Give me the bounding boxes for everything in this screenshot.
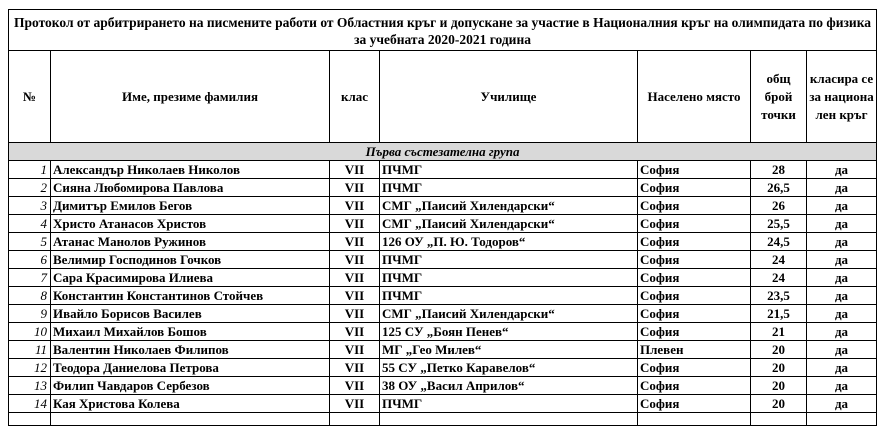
row-number: 12: [9, 359, 51, 377]
group-row: [9, 143, 877, 161]
results-table: [8, 9, 877, 426]
student-name: Филип Чавдаров Сербезов: [51, 377, 330, 395]
qualified-status: да: [807, 287, 877, 305]
total-points: 24,5: [751, 233, 807, 251]
qualified-status: да: [807, 233, 877, 251]
qualified-status: да: [807, 179, 877, 197]
row-number: 13: [9, 377, 51, 395]
total-points: 24: [751, 269, 807, 287]
qualified-status: да: [807, 323, 877, 341]
student-grade: VII: [330, 287, 380, 305]
total-points: 21: [751, 323, 807, 341]
group-label: Първа състезателна група: [9, 143, 877, 161]
qualified-status: да: [807, 269, 877, 287]
total-points: 20: [751, 395, 807, 413]
table-row: [9, 179, 877, 197]
row-number: 11: [9, 341, 51, 359]
school-name: ПЧМГ: [380, 179, 638, 197]
student-grade: VII: [330, 233, 380, 251]
student-grade: VII: [330, 269, 380, 287]
student-name: Сияна Любомирова Павлова: [51, 179, 330, 197]
town-name: София: [638, 215, 751, 233]
town-name: София: [638, 287, 751, 305]
protocol-title: Протокол от арбитрирането на писмените работи от Областния кръг и допускане за участие в Националния кръг на олимпидата по физика за учебната 2020-2021 година: [9, 10, 877, 51]
table-row: [9, 341, 877, 359]
town-name: София: [638, 359, 751, 377]
qualified-status: да: [807, 215, 877, 233]
row-number: 2: [9, 179, 51, 197]
student-grade: VII: [330, 251, 380, 269]
student-name: Атанас Манолов Ружинов: [51, 233, 330, 251]
total-points: 23,5: [751, 287, 807, 305]
school-name: МГ „Гео Милев“: [380, 341, 638, 359]
school-name: СМГ „Паисий Хилендарски“: [380, 197, 638, 215]
partial-cell: [9, 413, 51, 426]
student-grade: VII: [330, 395, 380, 413]
qualified-status: да: [807, 161, 877, 179]
school-name: 55 СУ „Петко Каравелов“: [380, 359, 638, 377]
qualified-status: да: [807, 197, 877, 215]
qualified-status: да: [807, 359, 877, 377]
student-name: Христо Атанасов Христов: [51, 215, 330, 233]
town-name: София: [638, 323, 751, 341]
student-name: Александър Николаев Николов: [51, 161, 330, 179]
student-grade: VII: [330, 305, 380, 323]
student-name: Ивайло Борисов Василев: [51, 305, 330, 323]
total-points: 28: [751, 161, 807, 179]
student-grade: VII: [330, 215, 380, 233]
partial-cell: [807, 413, 877, 426]
table-row: [9, 323, 877, 341]
table-row-partial: [9, 413, 877, 426]
student-name: Константин Константинов Стойчев: [51, 287, 330, 305]
row-number: 7: [9, 269, 51, 287]
total-points: 20: [751, 341, 807, 359]
header-town: Населено място: [638, 51, 751, 143]
total-points: 25,5: [751, 215, 807, 233]
student-grade: VII: [330, 179, 380, 197]
partial-cell: [330, 413, 380, 426]
total-points: 20: [751, 377, 807, 395]
header-points: общ брой точки: [751, 51, 807, 143]
total-points: 24: [751, 251, 807, 269]
student-name: Кая Христова Колева: [51, 395, 330, 413]
school-name: ПЧМГ: [380, 161, 638, 179]
town-name: София: [638, 269, 751, 287]
total-points: 21,5: [751, 305, 807, 323]
table-row: [9, 161, 877, 179]
header-qualified: класира се за национален кръг: [807, 51, 877, 143]
school-name: ПЧМГ: [380, 251, 638, 269]
qualified-status: да: [807, 377, 877, 395]
total-points: 20: [751, 359, 807, 377]
header-school: Училище: [380, 51, 638, 143]
student-name: Михаил Михайлов Бошов: [51, 323, 330, 341]
header-grade: клас: [330, 51, 380, 143]
student-grade: VII: [330, 161, 380, 179]
row-number: 4: [9, 215, 51, 233]
school-name: СМГ „Паисий Хилендарски“: [380, 305, 638, 323]
header-num: №: [9, 51, 51, 143]
row-number: 8: [9, 287, 51, 305]
student-grade: VII: [330, 377, 380, 395]
row-number: 14: [9, 395, 51, 413]
row-number: 9: [9, 305, 51, 323]
town-name: София: [638, 395, 751, 413]
partial-cell: [751, 413, 807, 426]
town-name: София: [638, 251, 751, 269]
qualified-status: да: [807, 395, 877, 413]
school-name: ПЧМГ: [380, 395, 638, 413]
partial-cell: [51, 413, 330, 426]
qualified-status: да: [807, 251, 877, 269]
town-name: София: [638, 305, 751, 323]
table-row: [9, 269, 877, 287]
school-name: СМГ „Паисий Хилендарски“: [380, 215, 638, 233]
row-number: 3: [9, 197, 51, 215]
header-row: [9, 51, 877, 143]
table-row: [9, 305, 877, 323]
table-row: [9, 359, 877, 377]
student-name: Сара Красимирова Илиева: [51, 269, 330, 287]
student-name: Валентин Николаев Филипов: [51, 341, 330, 359]
row-number: 10: [9, 323, 51, 341]
student-grade: VII: [330, 359, 380, 377]
header-name: Име, презиме фамилия: [51, 51, 330, 143]
school-name: 125 СУ „Боян Пенев“: [380, 323, 638, 341]
total-points: 26: [751, 197, 807, 215]
table-row: [9, 395, 877, 413]
table-row: [9, 215, 877, 233]
table-row: [9, 251, 877, 269]
town-name: София: [638, 377, 751, 395]
student-grade: VII: [330, 323, 380, 341]
qualified-status: да: [807, 305, 877, 323]
partial-cell: [380, 413, 638, 426]
partial-cell: [638, 413, 751, 426]
student-grade: VII: [330, 341, 380, 359]
town-name: София: [638, 179, 751, 197]
total-points: 26,5: [751, 179, 807, 197]
row-number: 1: [9, 161, 51, 179]
town-name: Плевен: [638, 341, 751, 359]
school-name: ПЧМГ: [380, 287, 638, 305]
qualified-status: да: [807, 341, 877, 359]
school-name: 126 ОУ „П. Ю. Тодоров“: [380, 233, 638, 251]
row-number: 6: [9, 251, 51, 269]
table-row: [9, 197, 877, 215]
town-name: София: [638, 233, 751, 251]
town-name: София: [638, 161, 751, 179]
student-name: Теодора Даниелова Петрова: [51, 359, 330, 377]
school-name: ПЧМГ: [380, 269, 638, 287]
table-row: [9, 377, 877, 395]
row-number: 5: [9, 233, 51, 251]
table-row: [9, 233, 877, 251]
protocol-page: [8, 9, 876, 426]
student-grade: VII: [330, 197, 380, 215]
student-name: Велимир Господинов Гочков: [51, 251, 330, 269]
town-name: София: [638, 197, 751, 215]
student-name: Димитър Емилов Бегов: [51, 197, 330, 215]
school-name: 38 ОУ „Васил Априлов“: [380, 377, 638, 395]
table-row: [9, 287, 877, 305]
